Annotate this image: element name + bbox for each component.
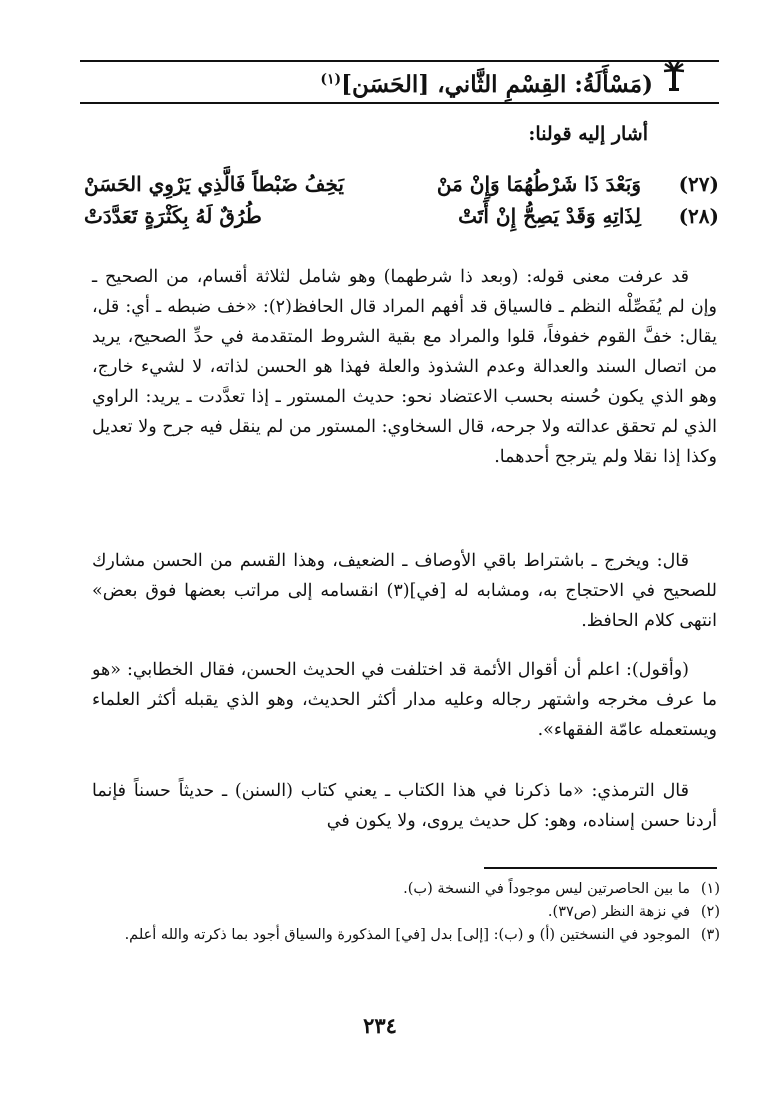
footnotes — [80, 878, 720, 947]
footnote-number: (١) — [700, 881, 720, 897]
title-text: (مَسْأَلَةُ: القِسْمِ الثَّاني، [الحَسَن] — [341, 71, 653, 98]
footnote-number: (٣) — [700, 927, 720, 943]
paragraph-2 — [92, 546, 717, 636]
intro-line: أشار إليه قولنا: — [528, 123, 648, 145]
paragraph-text: قد عرفت معنى قوله: (وبعد ذا شرطهما) وهو شامل لثلاثة أقسام، من الصحيح ـ وإن لم يُفَصِّلْه النظم ـ فالسياق قد أفهم المراد قال الحافظ(٢): «خف ضبطه ـ أي: قل، يقال: خفَّ القوم خفوفاً، قلوا والمراد مع بقية الشروط المتقدمة في حدِّ الصحيح، يريد من اتصال السند والعدالة وعدم الشذوذ والعلة فهذا هو الحسن لذاته، لا لشيء خارج، وهو الذي يكون حُسنه بحسب الاعتضاد نحو: حديث المستور ـ إذا تعدَّدت ـ يريد: الراوي الذي لم تحقق عدالته ولا جرحه، قال السخاوي: المستور من لم ينقل فيه جرح ولا تعديل وكذا إذا نقلا ولم يترجح أحدهما. — [92, 267, 717, 467]
footnote — [80, 924, 720, 947]
footnote-text: في نزهة النظر (ص٣٧). — [547, 904, 690, 920]
verse-row — [84, 172, 719, 202]
footnote-text: الموجود في النسختين (أ) و (ب): [إلى] بدل [في] المذكورة والسياق أجود بما ذكرته والله أعلم. — [124, 927, 690, 943]
paragraph-3 — [92, 655, 717, 745]
verse-second-hemistich: طُرُقٌ لَهُ بِكَثْرَةٍ تَعَدَّدَتْ — [84, 204, 262, 228]
paragraph-text: قال الترمذي: «ما ذكرنا في هذا الكتاب ـ يعني كتاب (السنن) ـ حديثاً حسناً فإنما أردنا حسن إسناده، وهو: كل حديث يروى، ولا يكون في — [92, 781, 717, 831]
paragraph-4 — [92, 776, 717, 836]
footnote-number: (٢) — [700, 904, 720, 920]
footnote-text: ما بين الحاصرتين ليس موجوداً في النسخة (ب). — [403, 881, 690, 897]
footnote — [80, 901, 720, 924]
verse-number: (٢٨) — [678, 204, 719, 228]
verse-row — [84, 204, 719, 234]
footnote-separator — [484, 867, 717, 869]
verse-first-hemistich: لِذَاتِهِ وَقَدْ يَصِحُّ إِنْ أَتَتْ — [458, 204, 641, 228]
header-bottom-rule — [80, 102, 719, 104]
paragraph-1 — [92, 262, 717, 472]
verse-number: (٢٧) — [678, 172, 719, 196]
verse-second-hemistich: يَخِفُ ضَبْطاً فَالَّذِي يَرْوِي الحَسَنْ — [84, 172, 344, 196]
page-number: ٢٣٤ — [363, 1013, 397, 1038]
palm-ornament-icon — [663, 60, 685, 98]
paragraph-text: (وأقول): اعلم أن أقوال الأئمة قد اختلفت في الحديث الحسن، فقال الخطابي: «هو ما عرف مخرجه واشتهر رجاله وعليه مدار أكثر الحديث، وهو الذي يقبله أكثر العلماء ويستعمله عامّة الفقهاء». — [92, 660, 717, 740]
chapter-title — [80, 60, 685, 98]
verse-first-hemistich: وَبَعْدَ ذَا شَرْطُهُمَا وَإِنْ مَنْ — [436, 172, 641, 196]
paragraph-text: قال: ويخرج ـ باشتراط باقي الأوصاف ـ الضعيف، وهذا القسم من الحسن مشارك للصحيح في الاحتجاج به، ومشابه له [في](٣) انقسامه إلى مراتب بعضها فوق بعض» انتهى كلام الحافظ. — [92, 551, 717, 631]
footnote — [80, 878, 720, 901]
title-footnote-ref: (١) — [320, 71, 342, 88]
